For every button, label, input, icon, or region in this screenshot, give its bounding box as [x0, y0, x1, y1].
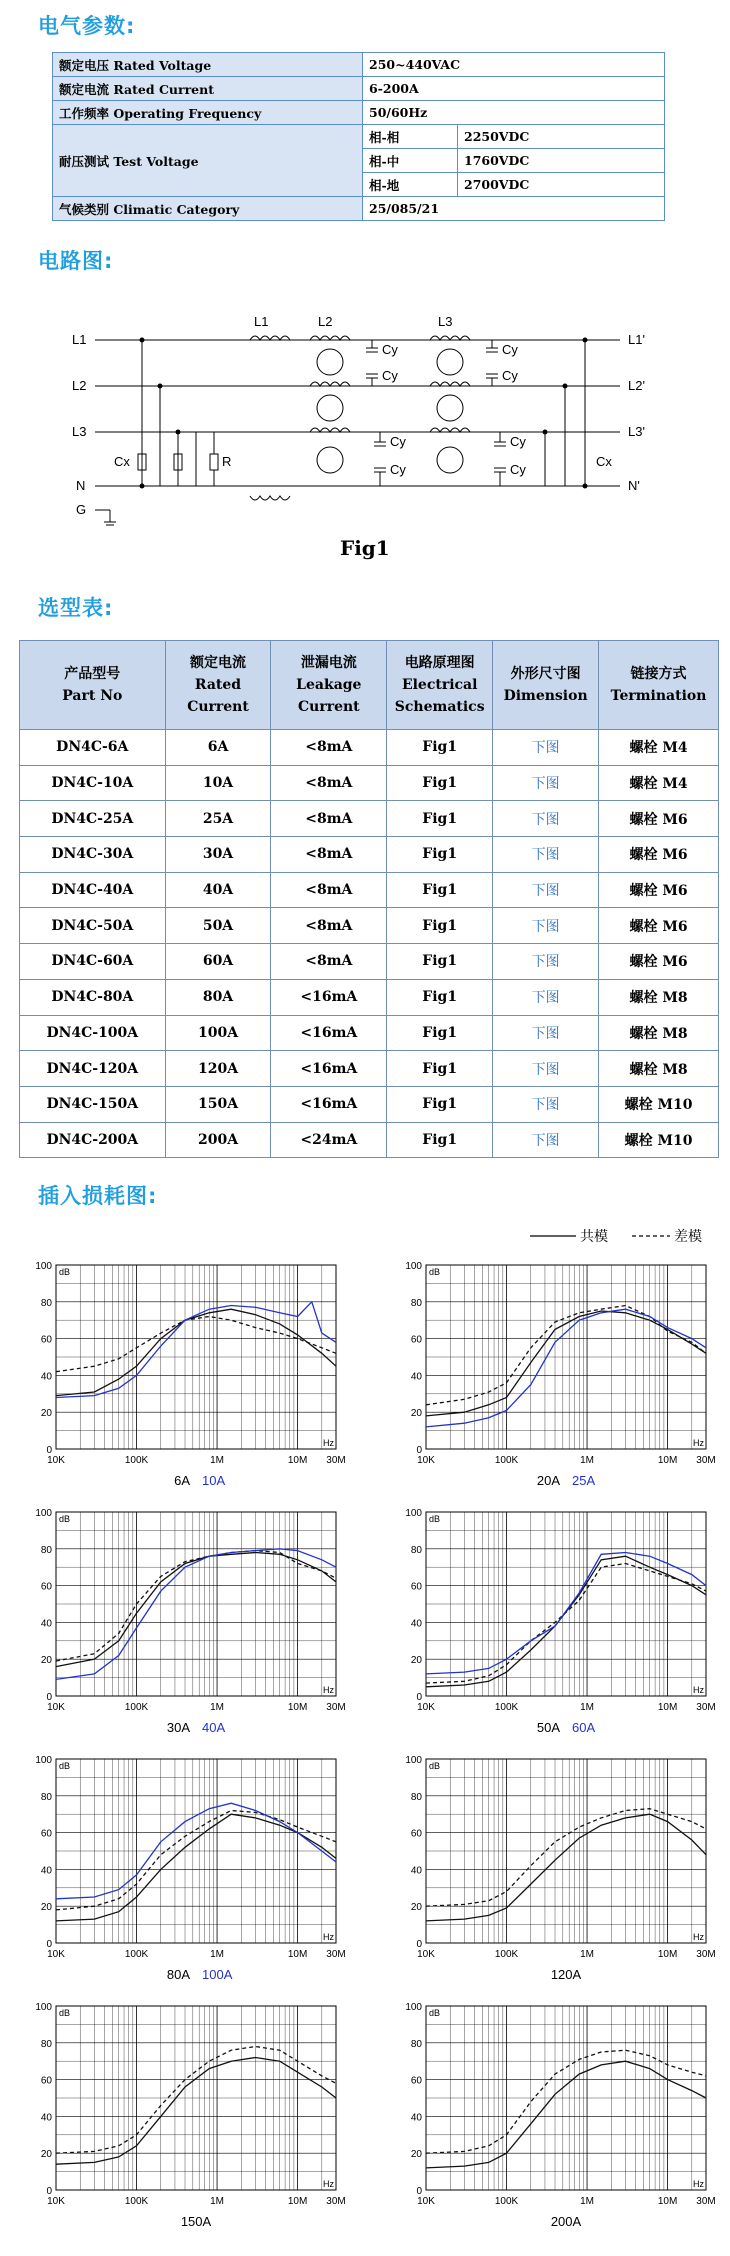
param-value: 250~440VAC [363, 53, 665, 77]
param-label: 耐压测试 Test Voltage [53, 125, 363, 197]
part-no-cell: DN4C-80A [20, 979, 166, 1015]
x-tick-label: 10K [47, 1455, 65, 1466]
termination-cell: 螺栓 M10 [599, 1122, 719, 1158]
y-tick-label: 40 [410, 2112, 422, 2124]
insertion-loss-chart [390, 1996, 720, 2241]
part-no-cell: DN4C-25A [20, 801, 166, 837]
y-axis-unit: dB [59, 1761, 71, 1771]
y-tick-label: 20 [40, 1408, 52, 1420]
part-no-cell: DN4C-50A [20, 908, 166, 944]
y-tick-label: 80 [40, 1544, 52, 1556]
x-tick-label: 10K [47, 2196, 65, 2207]
termination-cell: 螺栓 M6 [599, 872, 719, 908]
param-value: 6-200A [363, 77, 665, 101]
termination-cell: 螺栓 M4 [599, 765, 719, 801]
leakage-current-cell: <8mA [271, 837, 387, 873]
x-tick-label: 30M [326, 1702, 346, 1713]
param-label: 工作频率 Operating Frequency [53, 101, 363, 125]
y-tick-label: 80 [40, 2038, 52, 2050]
test-voltage-pair: 相-中 [363, 149, 458, 173]
x-tick-label: 10K [417, 1949, 435, 1960]
y-tick-label: 0 [46, 1939, 52, 1950]
r-label: R [222, 454, 232, 469]
circuit-label-l1: L1 [72, 332, 87, 347]
y-tick-label: 0 [46, 1445, 52, 1456]
y-tick-label: 80 [410, 2038, 422, 2050]
y-axis-unit: dB [429, 2008, 441, 2018]
leakage-current-cell: <16mA [271, 1086, 387, 1122]
rated-current-cell: 60A [165, 944, 271, 980]
dimension-link[interactable]: 下图 [493, 765, 599, 801]
cy-label: Cy [510, 462, 526, 477]
y-tick-label: 80 [40, 1297, 52, 1309]
test-voltage-pair: 相-地 [363, 173, 458, 197]
chart-caption-black: 50A [536, 1720, 560, 1735]
test-voltage-pair: 相-相 [363, 125, 458, 149]
x-tick-label: 100K [124, 2196, 149, 2207]
schematic-cell: Fig1 [387, 1015, 493, 1051]
chart-caption-blue: 25A [572, 1473, 596, 1488]
x-axis-unit: Hz [693, 1932, 704, 1942]
part-no-cell: DN4C-60A [20, 944, 166, 980]
dimension-link[interactable]: 下图 [493, 1015, 599, 1051]
test-voltage-value: 2700VDC [458, 173, 665, 197]
insertion-loss-chart [390, 1502, 720, 1747]
leakage-current-cell: <8mA [271, 730, 387, 766]
insertion-loss-chart [20, 1255, 350, 1500]
param-label: 额定电流 Rated Current [53, 77, 363, 101]
y-tick-label: 20 [410, 1655, 422, 1667]
x-axis-unit: Hz [323, 1438, 334, 1448]
y-tick-label: 100 [405, 1261, 422, 1272]
dimension-link[interactable]: 下图 [493, 837, 599, 873]
circuit-label-n-out: N' [628, 478, 640, 493]
table-row [20, 730, 719, 766]
x-tick-label: 10K [417, 2196, 435, 2207]
y-tick-label: 40 [40, 1371, 52, 1383]
x-tick-label: 1M [580, 1702, 595, 1713]
schematic-cell: Fig1 [387, 1122, 493, 1158]
y-tick-label: 40 [40, 2112, 52, 2124]
chart-caption-blue: 100A [202, 1967, 233, 1982]
dimension-link[interactable]: 下图 [493, 872, 599, 908]
y-tick-label: 100 [35, 2002, 52, 2013]
chart-caption-black: 20A [536, 1473, 560, 1488]
cy-label: Cy [510, 434, 526, 449]
y-tick-label: 20 [410, 1408, 422, 1420]
y-tick-label: 100 [35, 1508, 52, 1519]
table-row [20, 1122, 719, 1158]
chart-caption-blue: 40A [202, 1720, 226, 1735]
y-tick-label: 20 [40, 1655, 52, 1667]
y-axis-unit: dB [429, 1514, 441, 1524]
y-tick-label: 40 [410, 1371, 422, 1383]
chart-caption-blue: 10A [202, 1473, 226, 1488]
circuit-label-l3-out: L3' [628, 424, 645, 439]
x-tick-label: 10K [47, 1702, 65, 1713]
legend-common: 共模 [580, 1229, 608, 1245]
table-row [20, 1015, 719, 1051]
table-row [20, 1051, 719, 1087]
y-tick-label: 60 [410, 1581, 422, 1593]
cy-label: Cy [390, 434, 406, 449]
part-no-cell: DN4C-100A [20, 1015, 166, 1051]
header-leakage-current: 泄漏电流 Leakage Current [271, 641, 387, 730]
chart-caption-blue: 60A [572, 1720, 596, 1735]
schematic-cell: Fig1 [387, 908, 493, 944]
x-tick-label: 1M [210, 1455, 225, 1466]
circuit-diagram [0, 300, 730, 570]
cy-label: Cy [382, 342, 398, 357]
x-axis-unit: Hz [693, 1438, 704, 1448]
termination-cell: 螺栓 M6 [599, 908, 719, 944]
schematic-cell: Fig1 [387, 801, 493, 837]
insertion-loss-chart [20, 1996, 350, 2241]
x-tick-label: 100K [124, 1949, 149, 1960]
schematic-cell: Fig1 [387, 730, 493, 766]
x-tick-label: 100K [494, 1949, 519, 1960]
rated-current-cell: 150A [165, 1086, 271, 1122]
table-row [20, 979, 719, 1015]
inductor-label-l3: L3 [438, 314, 453, 329]
y-tick-label: 20 [410, 1902, 422, 1914]
circuit-label-n: N [76, 478, 86, 493]
leakage-current-cell: <8mA [271, 908, 387, 944]
y-tick-label: 20 [40, 2149, 52, 2161]
dimension-link[interactable]: 下图 [493, 1122, 599, 1158]
inductor-label-l1: L1 [254, 314, 269, 329]
x-tick-label: 100K [494, 1455, 519, 1466]
rated-current-cell: 100A [165, 1015, 271, 1051]
cy-label: Cy [382, 368, 398, 383]
y-tick-label: 20 [410, 2149, 422, 2161]
y-tick-label: 0 [416, 1692, 422, 1703]
param-value: 50/60Hz [363, 101, 665, 125]
electrical-params-table [52, 52, 665, 221]
x-tick-label: 1M [210, 1702, 225, 1713]
x-tick-label: 100K [494, 2196, 519, 2207]
chart-legend [520, 1224, 720, 1248]
x-tick-label: 100K [124, 1702, 149, 1713]
circuit-label-l2-out: L2' [628, 378, 645, 393]
chart-caption-black: 80A [166, 1967, 190, 1982]
leakage-current-cell: <8mA [271, 801, 387, 837]
table-row [20, 944, 719, 980]
rated-current-cell: 200A [165, 1122, 271, 1158]
cy-label: Cy [390, 462, 406, 477]
chart-caption-black: 150A [180, 2214, 212, 2229]
part-no-cell: DN4C-150A [20, 1086, 166, 1122]
chart-caption-black: 30A [166, 1720, 190, 1735]
param-row-voltage [53, 53, 665, 77]
y-tick-label: 40 [40, 1618, 52, 1630]
section-title-selection: 选型表: [38, 596, 114, 620]
param-row-current [53, 77, 665, 101]
x-tick-label: 100K [494, 1702, 519, 1713]
part-no-cell: DN4C-200A [20, 1122, 166, 1158]
table-row [20, 872, 719, 908]
x-tick-label: 10K [417, 1455, 435, 1466]
y-tick-label: 60 [40, 1581, 52, 1593]
dimension-link[interactable]: 下图 [493, 908, 599, 944]
y-tick-label: 40 [410, 1865, 422, 1877]
dimension-link[interactable]: 下图 [493, 979, 599, 1015]
x-tick-label: 10M [657, 1455, 678, 1466]
header-rated-current: 额定电流 Rated Current [165, 641, 271, 730]
x-tick-label: 10M [287, 1455, 308, 1466]
leakage-current-cell: <16mA [271, 1015, 387, 1051]
x-tick-label: 10M [287, 1949, 308, 1960]
section-title-circuit: 电路图: [38, 249, 114, 273]
inductor-label-l2: L2 [318, 314, 333, 329]
leakage-current-cell: <8mA [271, 872, 387, 908]
rated-current-cell: 30A [165, 837, 271, 873]
x-tick-label: 30M [326, 1949, 346, 1960]
x-tick-label: 1M [210, 2196, 225, 2207]
y-tick-label: 0 [46, 1692, 52, 1703]
selection-table [19, 640, 719, 1158]
cy-label: Cy [502, 342, 518, 357]
y-tick-label: 60 [410, 1828, 422, 1840]
y-axis-unit: dB [59, 2008, 71, 2018]
header-dimension: 外形尺寸图 Dimension [493, 641, 599, 730]
circuit-label-l1-out: L1' [628, 332, 645, 347]
y-tick-label: 60 [40, 1828, 52, 1840]
schematic-cell: Fig1 [387, 944, 493, 980]
y-axis-unit: dB [59, 1514, 71, 1524]
dimension-link[interactable]: 下图 [493, 801, 599, 837]
termination-cell: 螺栓 M6 [599, 837, 719, 873]
y-tick-label: 0 [416, 1939, 422, 1950]
chart-caption-black: 200A [550, 2214, 582, 2229]
figure-caption: Fig1 [340, 536, 390, 560]
part-no-cell: DN4C-40A [20, 872, 166, 908]
x-tick-label: 30M [696, 2196, 716, 2207]
legend-differential: 差模 [674, 1229, 702, 1245]
x-tick-label: 30M [696, 1949, 716, 1960]
table-row [20, 908, 719, 944]
y-tick-label: 60 [40, 2075, 52, 2087]
header-part-no: 产品型号 Part No [20, 641, 166, 730]
y-tick-label: 60 [410, 2075, 422, 2087]
y-tick-label: 80 [40, 1791, 52, 1803]
param-label: 额定电压 Rated Voltage [53, 53, 363, 77]
y-tick-label: 80 [410, 1791, 422, 1803]
param-label: 气候类别 Climatic Category [53, 197, 363, 221]
x-tick-label: 30M [326, 2196, 346, 2207]
x-tick-label: 1M [210, 1949, 225, 1960]
header-termination: 链接方式 Termination [599, 641, 719, 730]
y-tick-label: 80 [410, 1544, 422, 1556]
termination-cell: 螺栓 M8 [599, 1015, 719, 1051]
x-tick-label: 10K [47, 1949, 65, 1960]
y-tick-label: 80 [410, 1297, 422, 1309]
y-tick-label: 0 [416, 2186, 422, 2197]
y-tick-label: 40 [410, 1618, 422, 1630]
test-voltage-value: 1760VDC [458, 149, 665, 173]
schematic-cell: Fig1 [387, 1051, 493, 1087]
insertion-loss-chart [390, 1749, 720, 1994]
cy-label: Cy [502, 368, 518, 383]
x-tick-label: 10K [417, 1702, 435, 1713]
table-row [20, 765, 719, 801]
termination-cell: 螺栓 M6 [599, 801, 719, 837]
cx-label: Cx [596, 454, 612, 469]
leakage-current-cell: <16mA [271, 1051, 387, 1087]
schematic-cell: Fig1 [387, 979, 493, 1015]
x-axis-unit: Hz [323, 1932, 334, 1942]
leakage-current-cell: <8mA [271, 944, 387, 980]
circuit-label-l2: L2 [72, 378, 87, 393]
y-tick-label: 100 [405, 1755, 422, 1766]
cx-label: Cx [114, 454, 130, 469]
x-tick-label: 30M [326, 1455, 346, 1466]
y-tick-label: 100 [35, 1261, 52, 1272]
table-row [20, 1086, 719, 1122]
y-tick-label: 60 [410, 1334, 422, 1346]
rated-current-cell: 50A [165, 908, 271, 944]
insertion-loss-chart [20, 1749, 350, 1994]
part-no-cell: DN4C-10A [20, 765, 166, 801]
leakage-current-cell: <8mA [271, 765, 387, 801]
y-axis-unit: dB [429, 1267, 441, 1277]
termination-cell: 螺栓 M8 [599, 1051, 719, 1087]
x-axis-unit: Hz [693, 1685, 704, 1695]
section-title-electrical: 电气参数: [38, 14, 136, 38]
x-tick-label: 10M [657, 1702, 678, 1713]
y-tick-label: 100 [405, 2002, 422, 2013]
schematic-cell: Fig1 [387, 837, 493, 873]
y-axis-unit: dB [429, 1761, 441, 1771]
x-tick-label: 10M [287, 1702, 308, 1713]
leakage-current-cell: <24mA [271, 1122, 387, 1158]
termination-cell: 螺栓 M8 [599, 979, 719, 1015]
rated-current-cell: 40A [165, 872, 271, 908]
x-tick-label: 30M [696, 1702, 716, 1713]
y-tick-label: 40 [40, 1865, 52, 1877]
leakage-current-cell: <16mA [271, 979, 387, 1015]
circuit-label-l3: L3 [72, 424, 87, 439]
y-tick-label: 0 [416, 1445, 422, 1456]
termination-cell: 螺栓 M4 [599, 730, 719, 766]
x-axis-unit: Hz [323, 2179, 334, 2189]
x-tick-label: 1M [580, 1949, 595, 1960]
termination-cell: 螺栓 M6 [599, 944, 719, 980]
circuit-label-g: G [76, 502, 87, 517]
x-tick-label: 10M [657, 2196, 678, 2207]
x-tick-label: 1M [580, 2196, 595, 2207]
y-tick-label: 100 [405, 1508, 422, 1519]
dimension-link[interactable]: 下图 [493, 730, 599, 766]
test-voltage-value: 2250VDC [458, 125, 665, 149]
param-row-frequency [53, 101, 665, 125]
table-header-row [20, 641, 719, 730]
x-tick-label: 30M [696, 1455, 716, 1466]
table-row [20, 837, 719, 873]
rated-current-cell: 6A [165, 730, 271, 766]
x-tick-label: 1M [580, 1455, 595, 1466]
dimension-link[interactable]: 下图 [493, 944, 599, 980]
part-no-cell: DN4C-30A [20, 837, 166, 873]
part-no-cell: DN4C-120A [20, 1051, 166, 1087]
termination-cell: 螺栓 M10 [599, 1086, 719, 1122]
dimension-link[interactable]: 下图 [493, 1086, 599, 1122]
schematic-cell: Fig1 [387, 872, 493, 908]
y-tick-label: 0 [46, 2186, 52, 2197]
schematic-cell: Fig1 [387, 765, 493, 801]
dimension-link[interactable]: 下图 [493, 1051, 599, 1087]
section-title-insertion: 插入损耗图: [38, 1184, 158, 1208]
param-value: 25/085/21 [363, 197, 665, 221]
x-tick-label: 10M [287, 2196, 308, 2207]
rated-current-cell: 25A [165, 801, 271, 837]
rated-current-cell: 120A [165, 1051, 271, 1087]
part-no-cell: DN4C-6A [20, 730, 166, 766]
chart-caption-black: 120A [550, 1967, 582, 1982]
y-tick-label: 100 [35, 1755, 52, 1766]
param-row-climatic [53, 197, 665, 221]
header-schematics: 电路原理图 Electrical Schematics [387, 641, 493, 730]
schematic-cell: Fig1 [387, 1086, 493, 1122]
insertion-loss-chart [390, 1255, 720, 1500]
x-tick-label: 10M [657, 1949, 678, 1960]
table-row [20, 801, 719, 837]
chart-caption-black: 6A [174, 1473, 190, 1488]
y-tick-label: 20 [40, 1902, 52, 1914]
x-tick-label: 100K [124, 1455, 149, 1466]
param-row-test-voltage [53, 125, 665, 149]
rated-current-cell: 80A [165, 979, 271, 1015]
y-axis-unit: dB [59, 1267, 71, 1277]
insertion-loss-chart [20, 1502, 350, 1747]
x-axis-unit: Hz [323, 1685, 334, 1695]
rated-current-cell: 10A [165, 765, 271, 801]
x-axis-unit: Hz [693, 2179, 704, 2189]
y-tick-label: 60 [40, 1334, 52, 1346]
